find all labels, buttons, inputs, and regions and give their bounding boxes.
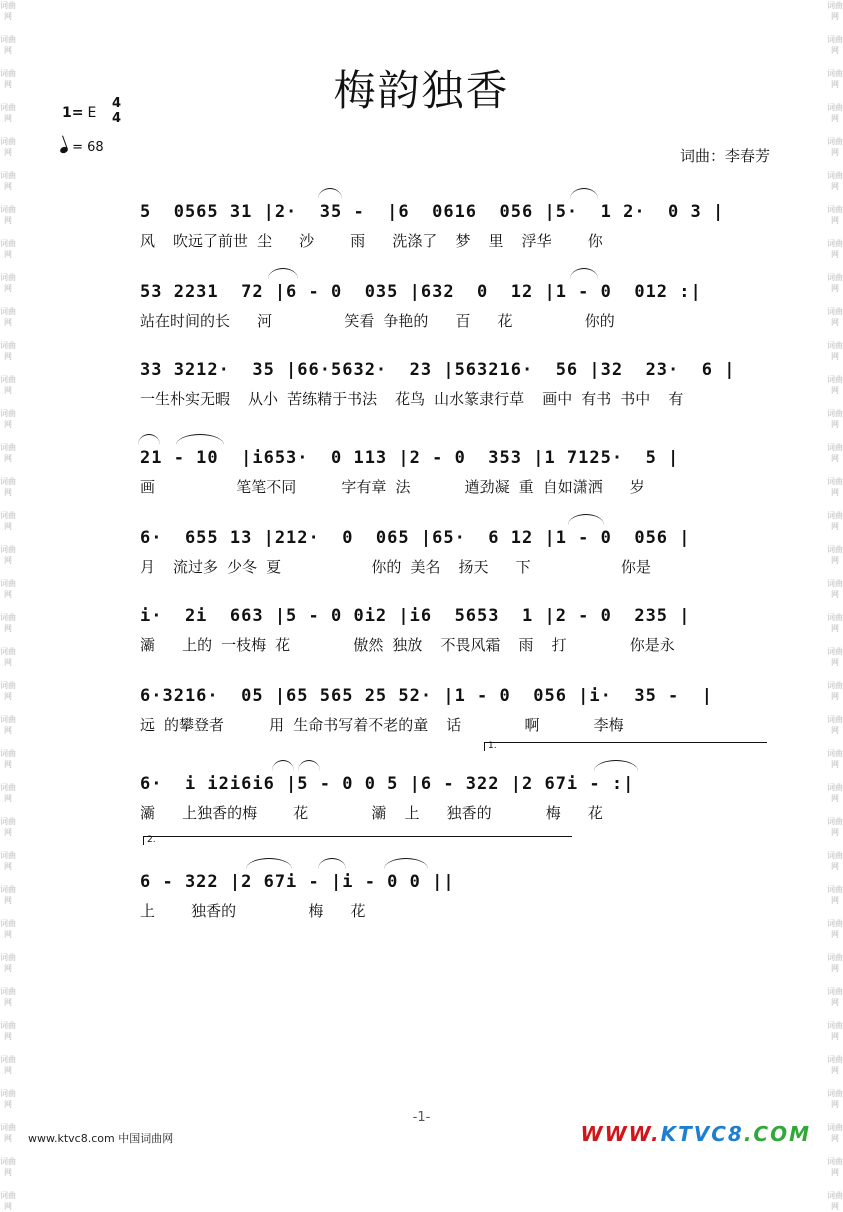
side-watermark-text: 词曲网: [0, 443, 16, 463]
score-system: [0, 606, 843, 676]
side-watermark-text: 词曲网: [827, 919, 843, 939]
time-signature: [112, 96, 121, 126]
side-watermark-text: 词曲网: [827, 817, 843, 837]
side-watermark-text: 词曲网: [827, 1055, 843, 1075]
slur: [176, 434, 224, 445]
side-watermark-text: 词曲网: [0, 205, 16, 225]
page-number: -1-: [412, 1110, 431, 1125]
side-watermark-text: 词曲网: [827, 1123, 843, 1143]
quarter-note-icon: [59, 146, 69, 154]
slur: [138, 434, 160, 445]
second-ending-bracket: 2.: [143, 836, 572, 845]
score-system: [0, 872, 843, 942]
score-system: [0, 774, 843, 844]
song-title: 梅韵独香: [333, 66, 510, 115]
side-watermark-text: 词曲网: [827, 851, 843, 871]
side-watermark-text: 词曲网: [827, 1157, 843, 1177]
side-watermark-text: 词曲网: [827, 137, 843, 157]
lyrics-line: 远 的攀登者 用 生命书写着不老的童 话 啊 李梅: [140, 716, 624, 734]
side-watermark-text: 词曲网: [0, 375, 16, 395]
side-watermark-text: 词曲网: [827, 103, 843, 123]
lyrics-line: 一生朴实无暇 从小 苦练精于书法 花鸟 山水篆隶行草 画中 有书 书中 有: [140, 390, 684, 408]
side-watermark-text: 词曲网: [827, 239, 843, 259]
side-watermark-text: 词曲网: [827, 1021, 843, 1041]
side-watermark-text: 词曲网: [827, 545, 843, 565]
side-watermark-text: 词曲网: [0, 953, 16, 973]
side-watermark-text: 词曲网: [0, 1157, 16, 1177]
tempo-marking: = 68: [60, 140, 104, 155]
side-watermark-text: 词曲网: [827, 987, 843, 1007]
notation-line: 6· i i2i6i6 |5 - 0 0 5 |6 - 322 |2 67i - :|: [140, 774, 635, 794]
side-watermark-text: 词曲网: [0, 613, 16, 633]
side-watermark-text: 词曲网: [0, 1055, 16, 1075]
side-watermark-text: 词曲网: [827, 205, 843, 225]
footer-logo: WWW.KTVC8.COM: [580, 1122, 811, 1146]
side-watermark-text: 词曲网: [0, 579, 16, 599]
side-watermark-text: 词曲网: [0, 511, 16, 531]
slur: [318, 858, 346, 869]
side-watermark-text: 词曲网: [0, 545, 16, 565]
score-system: [0, 448, 843, 518]
side-watermark-text: 词曲网: [0, 1191, 16, 1211]
side-watermark-text: 词曲网: [827, 613, 843, 633]
notation-line: 53 2231 72 |6 - 0 035 |632 0 12 |1 - 0 012 :|: [140, 282, 702, 302]
side-watermark-text: 词曲网: [0, 341, 16, 361]
side-watermark-text: 词曲网: [827, 749, 843, 769]
side-watermark-text: 词曲网: [0, 681, 16, 701]
slur: [246, 858, 292, 869]
side-watermark-text: 词曲网: [827, 273, 843, 293]
notation-line: 6·3216· 05 |65 565 25 52· |1 - 0 056 |i· 35 - |: [140, 686, 713, 706]
lyrics-line: 月 流过多 少冬 夏 你的 美名 扬天 下 你是: [140, 558, 651, 576]
footer-site: www.ktvc8.com 中国词曲网: [28, 1132, 174, 1145]
side-watermark-text: 词曲网: [0, 409, 16, 429]
side-watermark-text: 词曲网: [0, 1, 16, 21]
side-watermark-text: 词曲网: [827, 1191, 843, 1211]
side-watermark-text: 词曲网: [0, 35, 16, 55]
lyrics-line: 上 独香的 梅 花: [140, 902, 366, 920]
side-watermark-text: 词曲网: [827, 1, 843, 21]
side-watermark-text: 词曲网: [0, 307, 16, 327]
side-watermark-text: 词曲网: [827, 953, 843, 973]
side-watermark-text: 词曲网: [0, 749, 16, 769]
side-watermark-text: 词曲网: [827, 783, 843, 803]
side-watermark-text: 词曲网: [827, 477, 843, 497]
slur: [272, 760, 294, 771]
score-system: [0, 528, 843, 598]
side-watermark-text: 词曲网: [827, 647, 843, 667]
side-watermark-text: 词曲网: [0, 885, 16, 905]
side-watermark-text: 词曲网: [0, 715, 16, 735]
side-watermark-text: 词曲网: [827, 375, 843, 395]
side-watermark-text: 词曲网: [827, 681, 843, 701]
side-watermark-text: 词曲网: [827, 715, 843, 735]
lyrics-line: 站在时间的长 河 笑看 争艳的 百 花 你的: [140, 312, 615, 330]
side-watermark-text: 词曲网: [827, 511, 843, 531]
side-watermark-text: 词曲网: [827, 69, 843, 89]
score-system: [0, 282, 843, 352]
side-watermark-text: 词曲网: [827, 171, 843, 191]
lyrics-line: 画 笔笔不同 字有章 法 遒劲凝 重 自如潇洒 岁: [140, 478, 645, 496]
side-watermark-text: 词曲网: [827, 35, 843, 55]
slur: [594, 760, 638, 771]
score-system: [0, 360, 843, 430]
lyrics-line: 灞 上独香的梅 花 灞 上 独香的 梅 花: [140, 804, 603, 822]
side-watermark-text: 词曲网: [0, 171, 16, 191]
notation-line: 6 - 322 |2 67i - |i - 0 0 ||: [140, 872, 455, 892]
side-watermark-text: 词曲网: [0, 137, 16, 157]
notation-line: i· 2i 663 |5 - 0 0i2 |i6 5653 1 |2 - 0 235 |: [140, 606, 691, 626]
side-watermark-text: 词曲网: [0, 477, 16, 497]
slur: [318, 188, 342, 199]
side-watermark-text: 词曲网: [827, 1089, 843, 1109]
slur: [298, 760, 320, 771]
side-watermark-text: 词曲网: [0, 851, 16, 871]
lyrics-line: 灞 上的 一枝梅 花 傲然 独放 不畏风霜 雨 打 你是永: [140, 636, 675, 654]
side-watermark-text: 词曲网: [0, 817, 16, 837]
side-watermark-text: 词曲网: [0, 103, 16, 123]
side-watermark-text: 词曲网: [827, 579, 843, 599]
composer-credit: 词曲：李春芳: [679, 147, 770, 165]
side-watermark-text: 词曲网: [0, 987, 16, 1007]
time-signature-top: 4: [112, 96, 122, 111]
side-watermark-text: 词曲网: [0, 69, 16, 89]
side-watermark-text: 词曲网: [0, 1123, 16, 1143]
side-watermark-text: 词曲网: [827, 885, 843, 905]
notation-line: 21 - 10 |i653· 0 113 |2 - 0 353 |1 7125· 5 |: [140, 448, 680, 468]
time-signature-bottom: 4: [112, 111, 122, 126]
first-ending-bracket: 1.: [484, 742, 767, 751]
side-watermark-text: 词曲网: [0, 783, 16, 803]
side-watermark-text: 词曲网: [0, 1021, 16, 1041]
notation-line: 5 0565 31 |2· 35 - |6 0616 056 |5· 1 2· 0 3 |: [140, 202, 725, 222]
side-watermark-text: 词曲网: [827, 409, 843, 429]
side-watermark-text: 词曲网: [827, 341, 843, 361]
side-watermark-text: 词曲网: [0, 1089, 16, 1109]
side-watermark-text: 词曲网: [0, 239, 16, 259]
key-signature: 1= E: [62, 105, 97, 121]
side-watermark-text: 词曲网: [0, 273, 16, 293]
lyrics-line: 风 吹远了前世 尘 沙 雨 洗涤了 梦 里 浮华 你: [140, 232, 603, 250]
slur: [570, 188, 598, 199]
side-watermark-text: 词曲网: [0, 647, 16, 667]
side-watermark-text: 词曲网: [827, 307, 843, 327]
slur: [384, 858, 428, 869]
notation-line: 33 3212· 35 |66·5632· 23 |563216· 56 |32 23· 6 |: [140, 360, 736, 380]
side-watermark-text: 词曲网: [0, 919, 16, 939]
score-system: [0, 202, 843, 272]
side-watermark-text: 词曲网: [827, 443, 843, 463]
notation-line: 6· 655 13 |212· 0 065 |65· 6 12 |1 - 0 056 |: [140, 528, 691, 548]
